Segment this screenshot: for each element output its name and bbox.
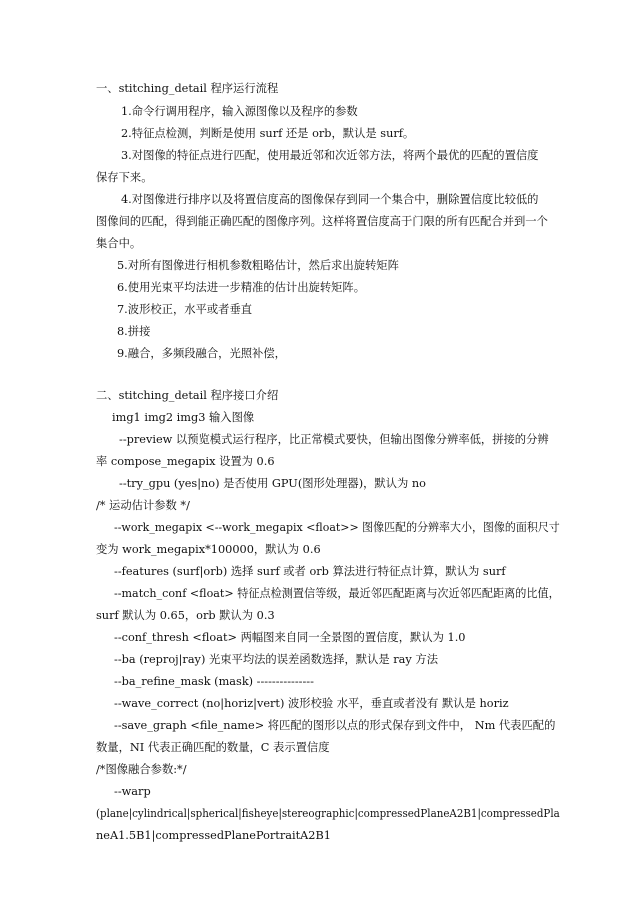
text-line: 2.特征点检测，判断是使用 surf 还是 orb，默认是 surf。 <box>121 127 415 140</box>
text-line: neA1.5B1|compressedPlanePortraitA2B1 <box>96 829 331 842</box>
text-line: 8.拼接 <box>117 325 151 338</box>
text-line: 7.波形校正，水平或者垂直 <box>117 303 253 316</box>
text-line: 6.使用光束平均法进一步精准的估计出旋转矩阵。 <box>117 281 366 294</box>
text-line: 1.命令行调用程序，输入源图像以及程序的参数 <box>121 105 358 118</box>
text-line: 率 compose_megapix 设置为 0.6 <box>96 455 275 468</box>
text-line: --save_graph <file_name> 将匹配的图形以点的形式保存到文件中， Nm 代表匹配的 <box>114 719 556 732</box>
section-heading-2: 二、stitching_detail 程序接口介绍 <box>96 389 279 402</box>
text-line: 保存下来。 <box>96 171 153 184</box>
text-line: --work_megapix <--work_megapix <float>> 图像匹配的分辨率大小，图像的面积尺寸 <box>114 521 560 534</box>
text-line: 数量，NI 代表正确匹配的数量，C 表示置信度 <box>96 741 330 754</box>
text-line: 5.对所有图像进行相机参数粗略估计，然后求出旋转矩阵 <box>117 259 399 272</box>
text-line: 图像间的匹配，得到能正确匹配的图像序列。这样将置信度高于门限的所有匹配合并到一个 <box>96 215 548 228</box>
text-line: --try_gpu (yes|no) 是否使用 GPU(图形处理器)，默认为 no <box>119 477 426 490</box>
text-line: --wave_correct (no|horiz|vert) 波形校验 水平，垂直或者没有 默认是 horiz <box>114 697 509 710</box>
text-line: /*图像融合参数:*/ <box>96 763 187 776</box>
text-line: 变为 work_megapix*100000，默认为 0.6 <box>96 543 321 556</box>
text-line: --conf_thresh <float> 两幅图来自同一全景图的置信度，默认为 1.0 <box>114 631 466 644</box>
text-line: --ba_refine_mask (mask) --------------- <box>114 675 314 688</box>
text-line: --preview 以预览模式运行程序，比正常模式要快，但输出图像分辨率低，拼接的分辨 <box>119 433 549 446</box>
text-line: --ba (reproj|ray) 光束平均法的误差函数选择，默认是 ray 方法 <box>114 653 438 666</box>
section-heading-1: 一、stitching_detail 程序运行流程 <box>96 82 279 95</box>
text-line: 集合中。 <box>96 237 142 250</box>
text-line: --warp <box>114 785 151 798</box>
text-line: --features (surf|orb) 选择 surf 或者 orb 算法进行特征点计算，默认为 surf <box>114 565 506 578</box>
text-line: 3.对图像的特征点进行匹配，使用最近邻和次近邻方法，将两个最优的匹配的置信度 <box>121 149 539 162</box>
text-line: 9.融合，多频段融合，光照补偿， <box>117 347 286 360</box>
text-line: --match_conf <float> 特征点检测置信等级，最近邻匹配距离与次近邻匹配距离的比值， <box>114 587 560 600</box>
text-line: (plane|cylindrical|spherical|fisheye|stereographic|compressedPlaneA2B1|compressedPla <box>96 807 560 820</box>
text-line: /* 运动估计参数 */ <box>96 499 190 512</box>
text-line: img1 img2 img3 输入图像 <box>112 411 255 424</box>
text-line: surf 默认为 0.65，orb 默认为 0.3 <box>96 609 275 622</box>
text-line: 4.对图像进行排序以及将置信度高的图像保存到同一个集合中，删除置信度比较低的 <box>121 193 539 206</box>
